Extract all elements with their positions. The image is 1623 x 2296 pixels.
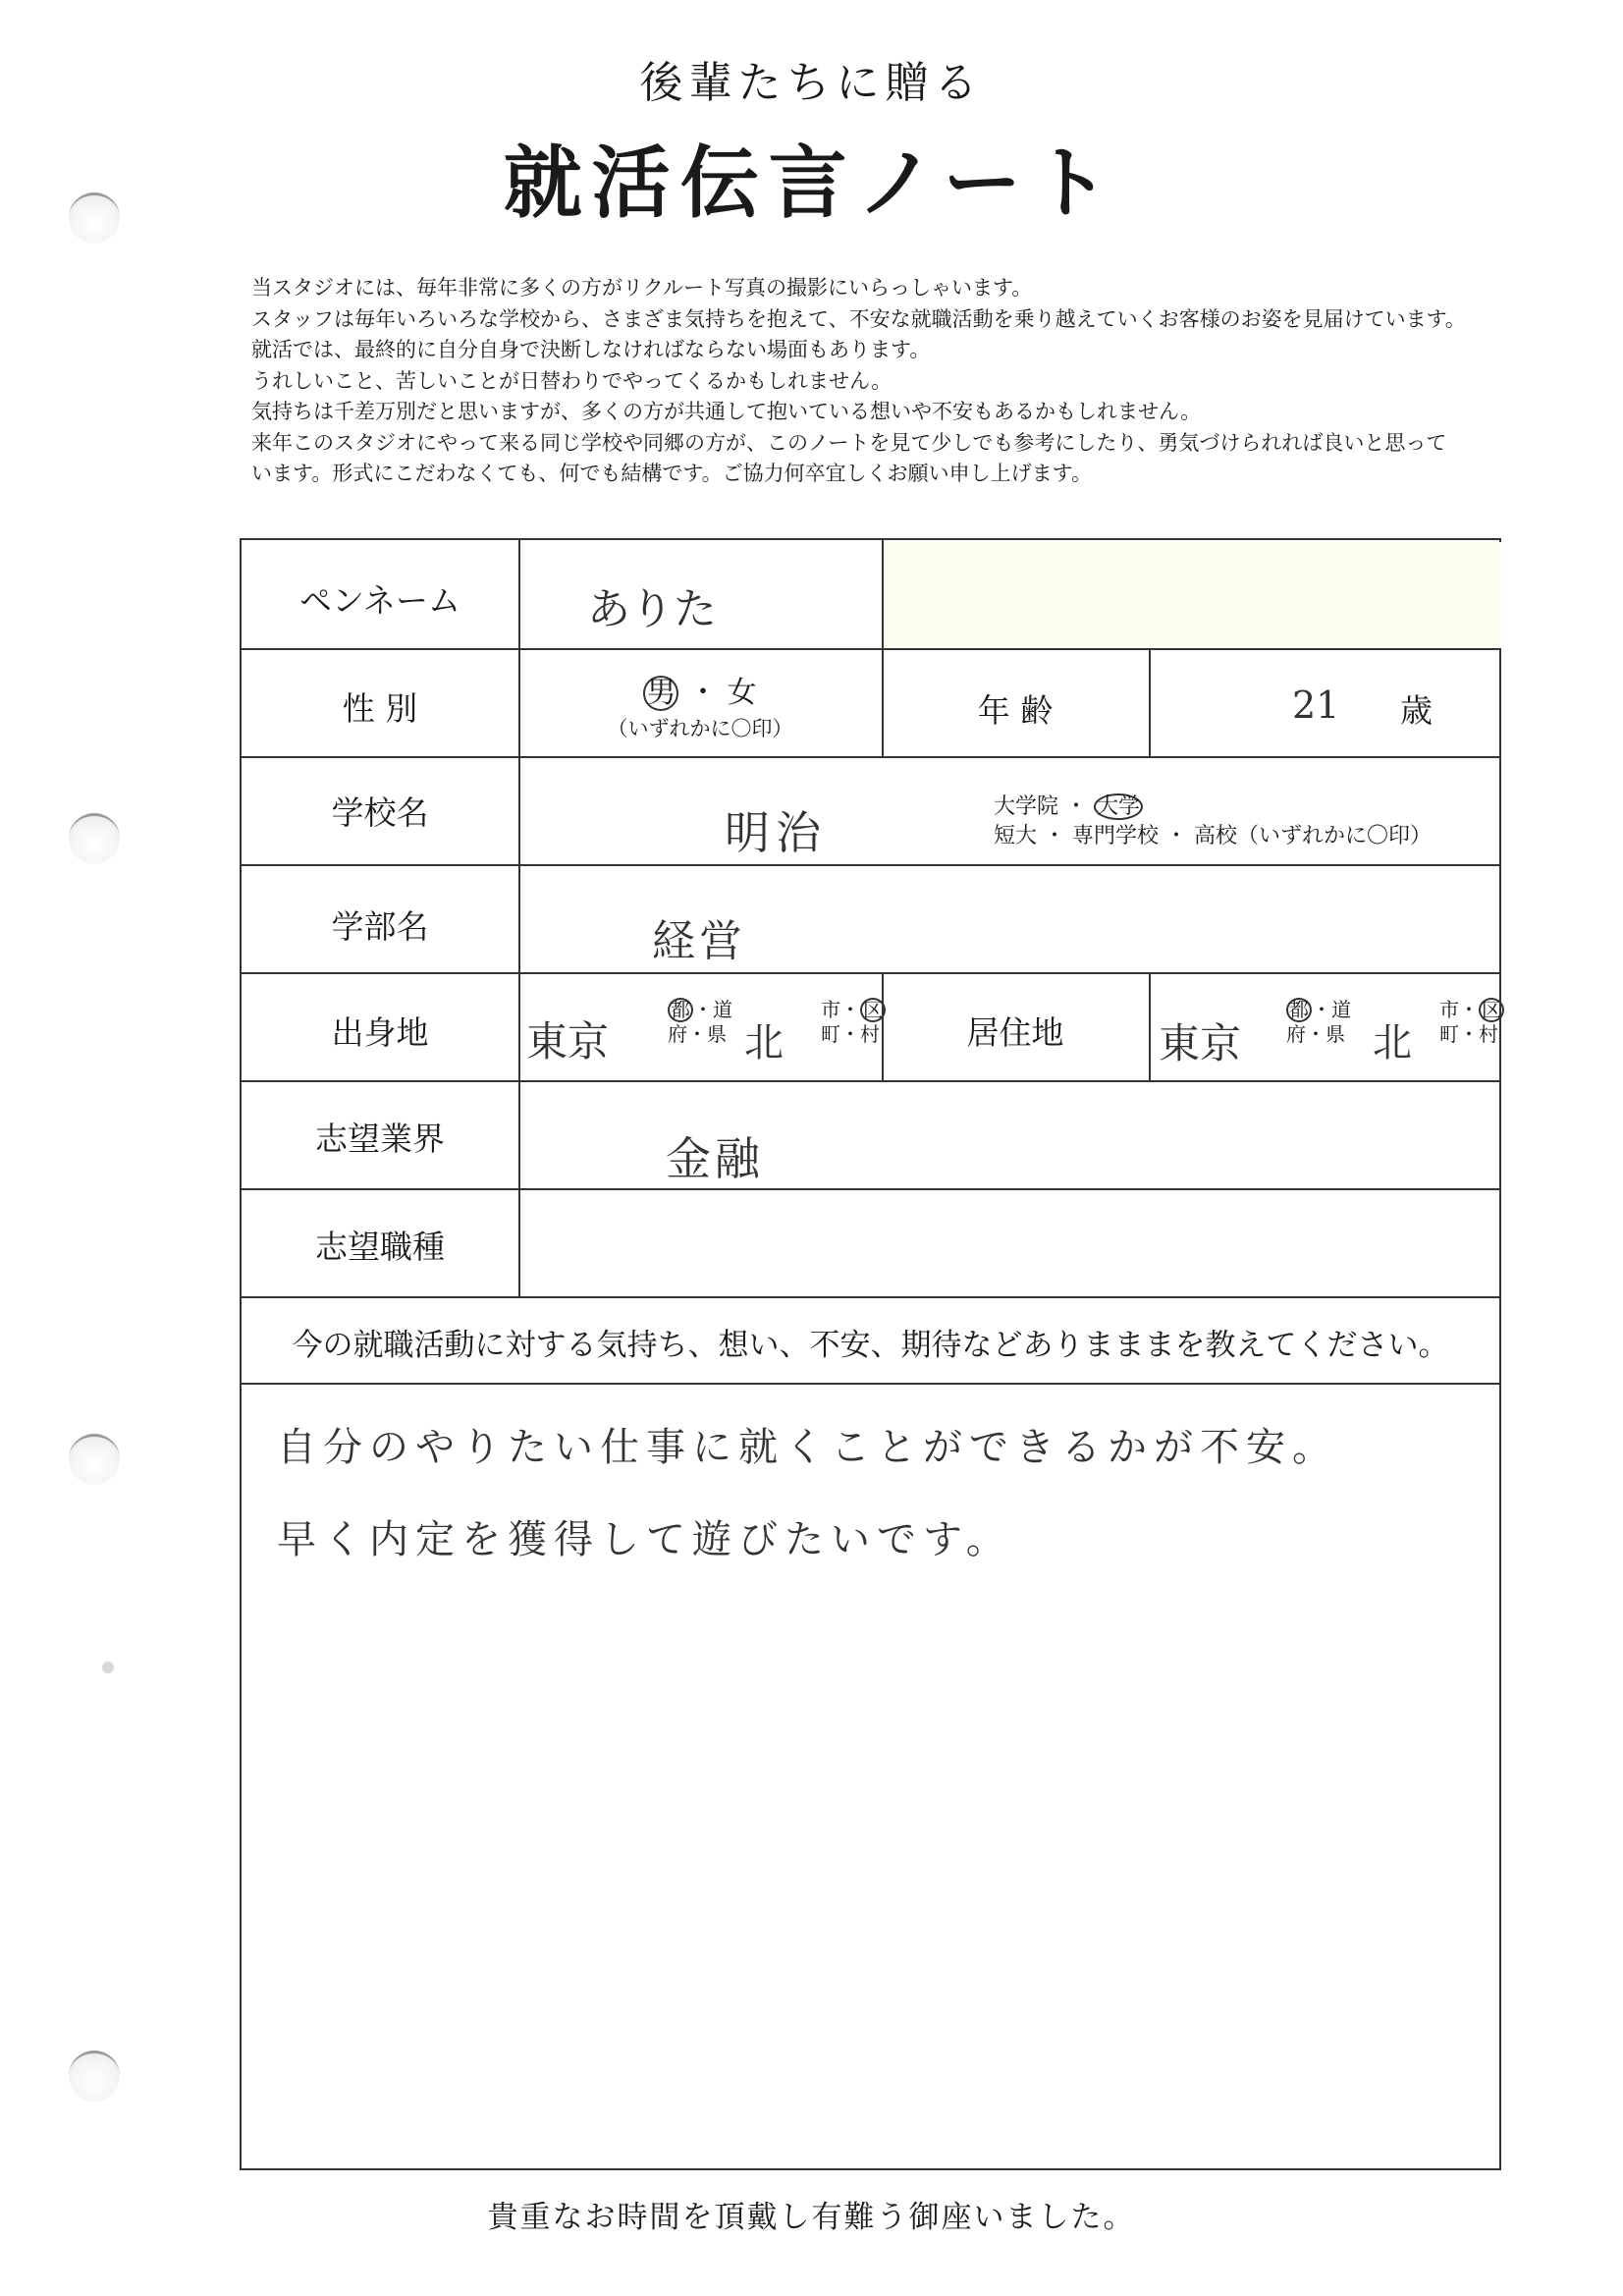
- pen-name-value: ありた: [587, 584, 717, 634]
- residence-pref-option: ・道: [1312, 998, 1351, 1021]
- blank-field: [884, 542, 1501, 648]
- hometown-prefecture: 東京: [526, 1017, 610, 1066]
- hometown-pref-option: 府・県: [668, 1022, 727, 1046]
- column-divider: [1149, 648, 1151, 756]
- intro-line: スタッフは毎年いろいろな学校から、さまざま気持ちを抱えて、不安な就職活動を乗り越えていくお客様のお姿を見届けています。: [251, 306, 1466, 331]
- intro-line: います。形式にこだわなくても、何でも結構です。ご協力何卒宜しくお願い申し上げます。: [251, 462, 1092, 485]
- residence-label: 居住地: [966, 1013, 1064, 1052]
- residence-city: 北: [1373, 1020, 1412, 1066]
- gender-male-option: 男: [643, 676, 678, 711]
- school-option-grad: 大学院: [994, 794, 1059, 819]
- binder-dot: [102, 1662, 114, 1673]
- row-divider: [242, 864, 1499, 866]
- industry-label: 志望業界: [315, 1120, 445, 1158]
- faculty-value: 経営: [652, 916, 746, 966]
- feelings-line-2: 早く内定を獲得して遊びたいです。: [277, 1517, 1012, 1562]
- column-divider: [518, 540, 520, 1296]
- row-divider: [242, 1383, 1499, 1385]
- residence-city-circled: 区: [1479, 998, 1504, 1022]
- gender-female-option: 女: [727, 676, 757, 710]
- school-label: 学校名: [331, 793, 429, 832]
- row-divider: [242, 1080, 1499, 1082]
- residence-prefecture: 東京: [1159, 1019, 1242, 1067]
- residence-pref-option: 府・県: [1286, 1022, 1345, 1046]
- pen-name-label: ペンネーム: [298, 581, 460, 620]
- hometown-city: 北: [744, 1020, 784, 1066]
- intro-line: うれしいこと、苦しいことが日替わりでやってくるかもしれません。: [251, 368, 893, 393]
- punch-hole: [69, 1434, 120, 1485]
- age-label: 年 齢: [977, 691, 1054, 730]
- intro-line: 就活では、最終的に自分自身で決断しなければならない場面もあります。: [251, 338, 931, 361]
- hometown-city-option: 町・村: [821, 1022, 880, 1046]
- hometown-city-circled: 区: [860, 998, 886, 1022]
- hometown-city-options: [821, 998, 886, 1046]
- residence-pref-circled: 都: [1286, 998, 1312, 1022]
- gender-separator: ・: [688, 676, 718, 710]
- feelings-prompt: 今の就職活動に対する気持ち、想い、不安、期待などありまままを教えてください。: [292, 1328, 1449, 1363]
- footer-thanks: 貴重なお時間を頂戴し有難う御座いました。: [487, 2200, 1136, 2235]
- intro-line: 来年このスタジオにやって来る同じ学校や同郷の方が、このノートを見て少しでも参考にしたり、勇気づけられれば良いと思って: [251, 430, 1447, 455]
- column-divider: [1149, 972, 1151, 1080]
- school-option-separator: ・: [1065, 794, 1088, 819]
- page-title: 就活伝言ノート: [503, 137, 1120, 229]
- page-subtitle: 後輩たちに贈る: [639, 58, 984, 108]
- row-divider: [242, 1296, 1499, 1298]
- intro-text: [251, 273, 1587, 490]
- feelings-line-1: 自分のやりたい仕事に就くことができるかが不安。: [277, 1425, 1338, 1470]
- residence-city-option: 市・: [1439, 998, 1479, 1021]
- gender-options: [518, 668, 882, 711]
- residence-city-options: [1439, 998, 1504, 1046]
- faculty-label: 学部名: [331, 907, 429, 946]
- punch-hole: [69, 2050, 120, 2102]
- hometown-pref-option: ・道: [693, 998, 732, 1021]
- row-divider: [242, 648, 1499, 650]
- job-type-label: 志望職種: [315, 1228, 445, 1266]
- age-unit: 歳: [1400, 691, 1433, 730]
- residence-pref-options: [1286, 998, 1351, 1046]
- punch-hole: [69, 813, 120, 864]
- row-divider: [242, 972, 1499, 974]
- gender-note: （いずれかに〇印）: [607, 717, 793, 740]
- intro-line: 当スタジオには、毎年非常に多くの方がリクルート写真の撮影にいらっしゃいます。: [251, 276, 1033, 300]
- intro-line: 気持ちは千差万別だと思いますが、多くの方が共通して抱いている想いや不安もあるかもしれません。: [251, 400, 1202, 423]
- school-value: 明治: [725, 806, 827, 859]
- hometown-pref-options: [668, 998, 732, 1046]
- industry-value: 金融: [666, 1132, 764, 1185]
- questionnaire-form: [240, 538, 1501, 2170]
- age-value: 21: [1292, 683, 1340, 727]
- hometown-pref-circled: 都: [668, 998, 693, 1022]
- row-divider: [242, 756, 1499, 758]
- hometown-city-option: 市・: [821, 998, 860, 1021]
- hometown-label: 出身地: [331, 1013, 429, 1052]
- school-options-line2: 短大 ・ 専門学校 ・ 高校（いずれかに〇印）: [994, 824, 1432, 848]
- school-option-univ: 大学: [1094, 793, 1143, 820]
- school-options-line1: [994, 790, 1143, 820]
- row-divider: [242, 1188, 1499, 1190]
- residence-city-option: 町・村: [1439, 1022, 1498, 1046]
- gender-label: 性 別: [342, 689, 418, 728]
